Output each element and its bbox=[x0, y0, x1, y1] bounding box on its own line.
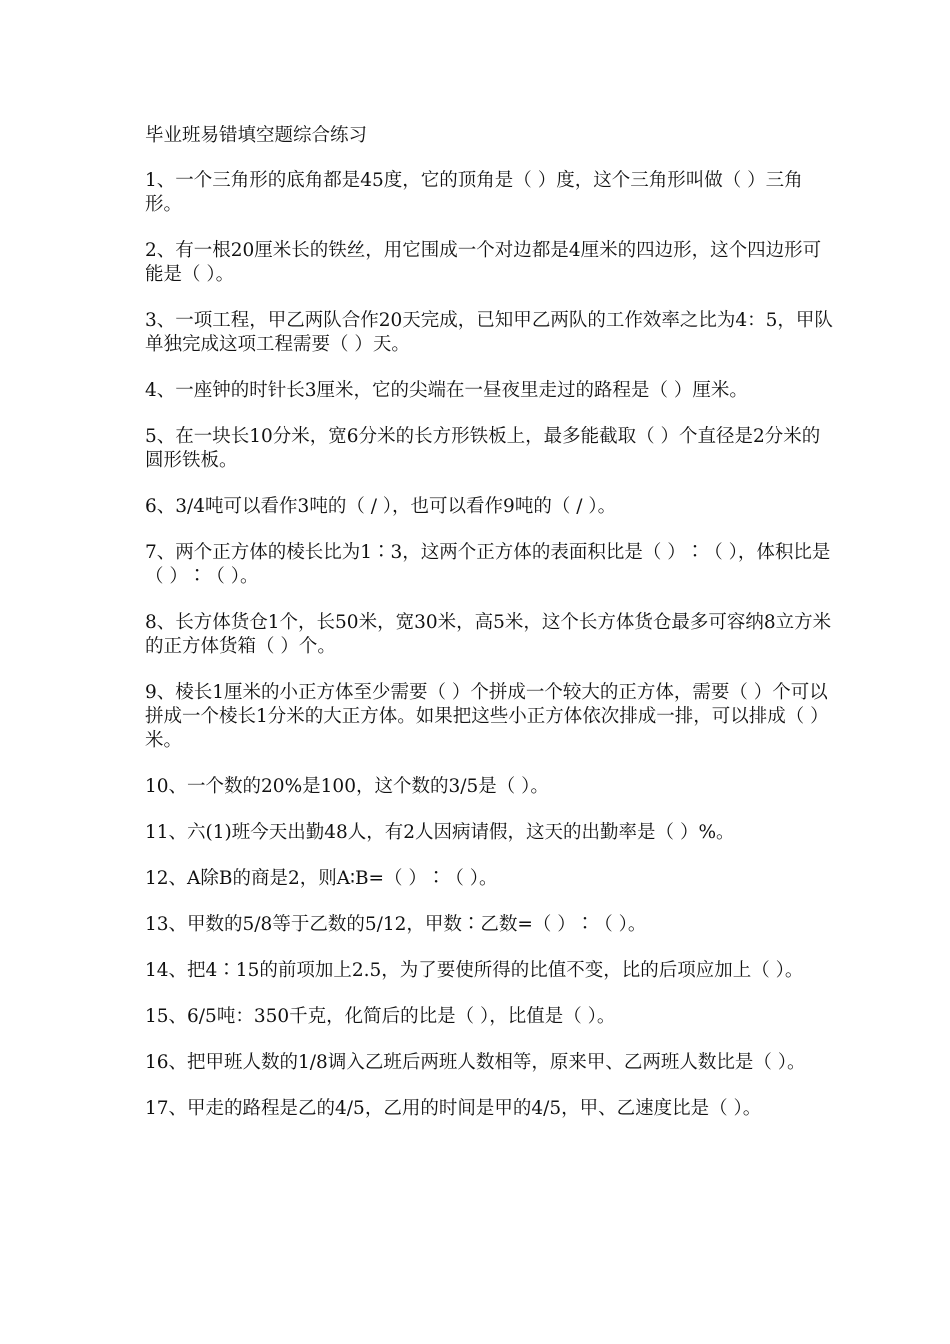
question-1: 1、一个三角形的底角都是45度，它的顶角是（ ）度，这个三角形叫做（ ）三角形。 bbox=[145, 170, 803, 215]
question-17: 17、甲走的路程是乙的4/5，乙用的时间是甲的4/5，甲、乙速度比是（ ）。 bbox=[145, 1098, 762, 1119]
question-16: 16、把甲班人数的1/8调入乙班后两班人数相等，原来甲、乙两班人数比是（ ）。 bbox=[145, 1052, 806, 1073]
question-13: 13、甲数的5/8等于乙数的5/12，甲数∶乙数=（ ）∶（ ）。 bbox=[145, 914, 647, 935]
question-8: 8、长方体货仓1个，长50米，宽30米，高5米，这个长方体货仓最多可容纳8立方米的正方体货箱（ ）个。 bbox=[145, 612, 832, 657]
question-7: 7、两个正方体的棱长比为1∶3，这两个正方体的表面积比是（ ）∶（ ），体积比是（ ）∶（ ）。 bbox=[145, 542, 831, 587]
question-12: 12、A除B的商是2，则A∶B=（ ）∶（ ）。 bbox=[145, 868, 498, 889]
question-11: 11、六(1)班今天出勤48人，有2人因病请假，这天的出勤率是（ ）%。 bbox=[145, 822, 735, 843]
document-title: 毕业班易错填空题综合练习 bbox=[145, 125, 368, 146]
question-10: 10、一个数的20%是100，这个数的3/5是（ ）。 bbox=[145, 776, 549, 797]
question-15: 15、6/5吨：350千克，化简后的比是（ ），比值是（ ）。 bbox=[145, 1006, 616, 1027]
document-page bbox=[145, 124, 835, 1143]
question-4: 4、一座钟的时针长3厘米，它的尖端在一昼夜里走过的路程是（ ）厘米。 bbox=[145, 380, 748, 401]
question-3: 3、一项工程，甲乙两队合作20天完成，已知甲乙两队的工作效率之比为4：5，甲队单独完成这项工程需要（ ）天。 bbox=[145, 310, 833, 355]
question-5: 5、在一块长10分米，宽6分米的长方形铁板上，最多能截取（ ）个直径是2分米的圆形铁板。 bbox=[145, 426, 821, 471]
question-14: 14、把4∶15的前项加上2.5，为了要使所得的比值不变，比的后项应加上（ ）。 bbox=[145, 960, 804, 981]
question-6: 6、3/4吨可以看作3吨的（ / ），也可以看作9吨的（ / ）。 bbox=[145, 496, 617, 517]
question-2: 2、有一根20厘米长的铁丝，用它围成一个对边都是4厘米的四边形，这个四边形可能是（ ）。 bbox=[145, 240, 822, 285]
question-9: 9、棱长1厘米的小正方体至少需要（ ）个拼成一个较大的正方体，需要（ ）个可以拼成一个棱长1分米的大正方体。如果把这些小正方体依次排成一排，可以排成（ ）米。 bbox=[145, 682, 829, 751]
